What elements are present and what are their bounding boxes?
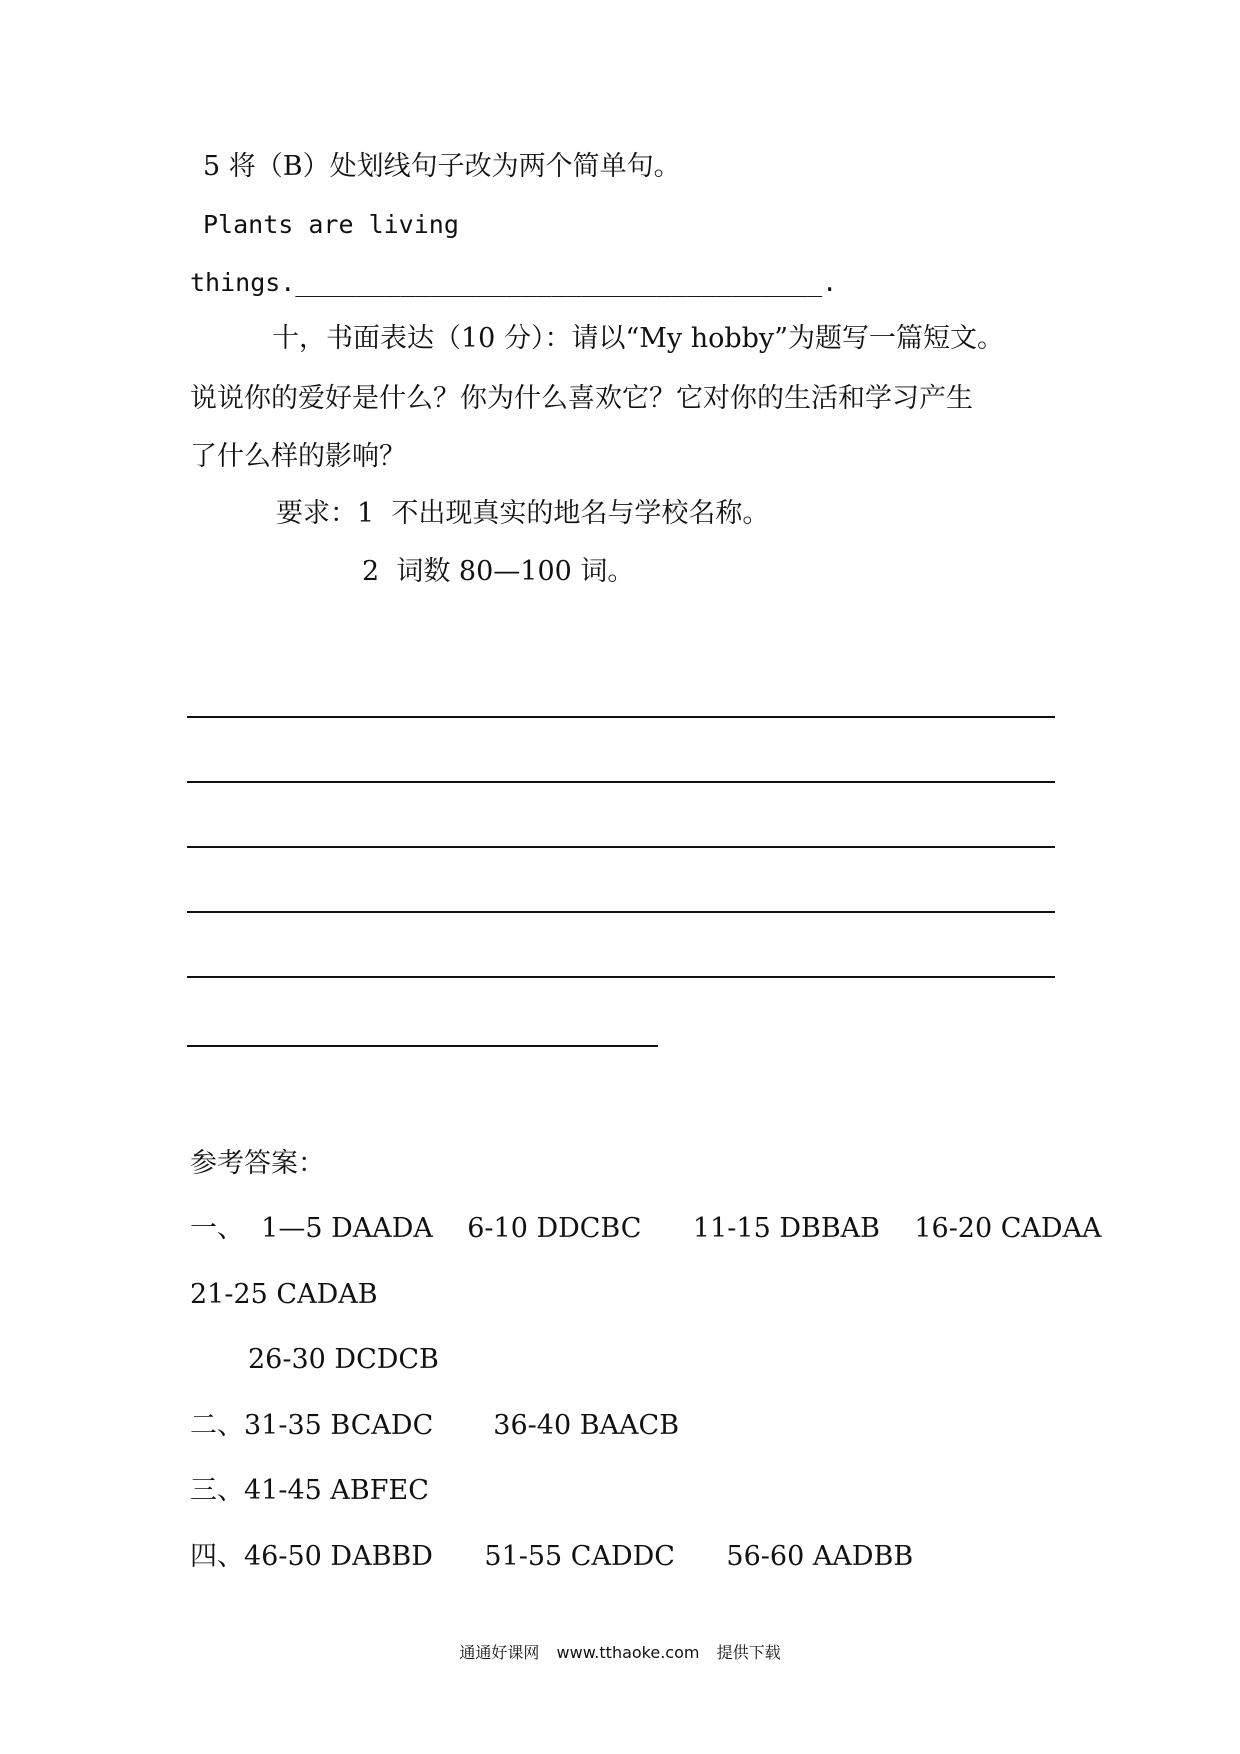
writing-prompt-line1: 十，书面表达（10 分）：请以“My hobby”为题写一篇短文。 [272,323,1004,354]
answers-row: 一、 1—5 DAADA 6-10 DDCBC 11-15 DBBAB 16-20 CADAA [190,1213,1102,1244]
answers-row: 21-25 CADAB [190,1279,378,1310]
writing-answer-line[interactable] [187,1045,658,1047]
answers-heading: 参考答案： [190,1148,325,1179]
writing-requirement-1: 要求：1 不出现真实的地名与学校名称。 [276,498,770,529]
q5-prefix-line: Plants are living [203,210,459,239]
page-footer [0,1640,1240,1663]
writing-answer-line[interactable] [187,716,1055,718]
q5-instruction: 5 将（B）处划线句子改为两个简单句。 [203,151,681,182]
footer-note: 提供下载 [716,1643,781,1662]
q5-answer-blank[interactable]: things.___________________________________. [190,268,838,297]
writing-answer-line[interactable] [187,911,1055,913]
writing-answer-line[interactable] [187,976,1055,978]
answers-row: 三、41-45 ABFEC [190,1475,429,1506]
writing-prompt-line3: 了什么样的影响？ [190,441,406,472]
answers-row: 二、31-35 BCADC 36-40 BAACB [190,1410,680,1441]
footer-site-name: 通通好课网 [459,1643,540,1662]
writing-prompt-line2: 说说你的爱好是什么？你为什么喜欢它？它对你的生活和学习产生 [190,383,973,414]
writing-answer-line[interactable] [187,846,1055,848]
footer-url[interactable]: www.tthaoke.com [556,1643,700,1662]
answers-row: 四、46-50 DABBD 51-55 CADDC 56-60 AADBB [190,1541,914,1572]
answers-row: 26-30 DCDCB [248,1344,439,1375]
writing-requirement-2: 2 词数 80—100 词。 [362,556,635,587]
writing-answer-line[interactable] [187,781,1055,783]
